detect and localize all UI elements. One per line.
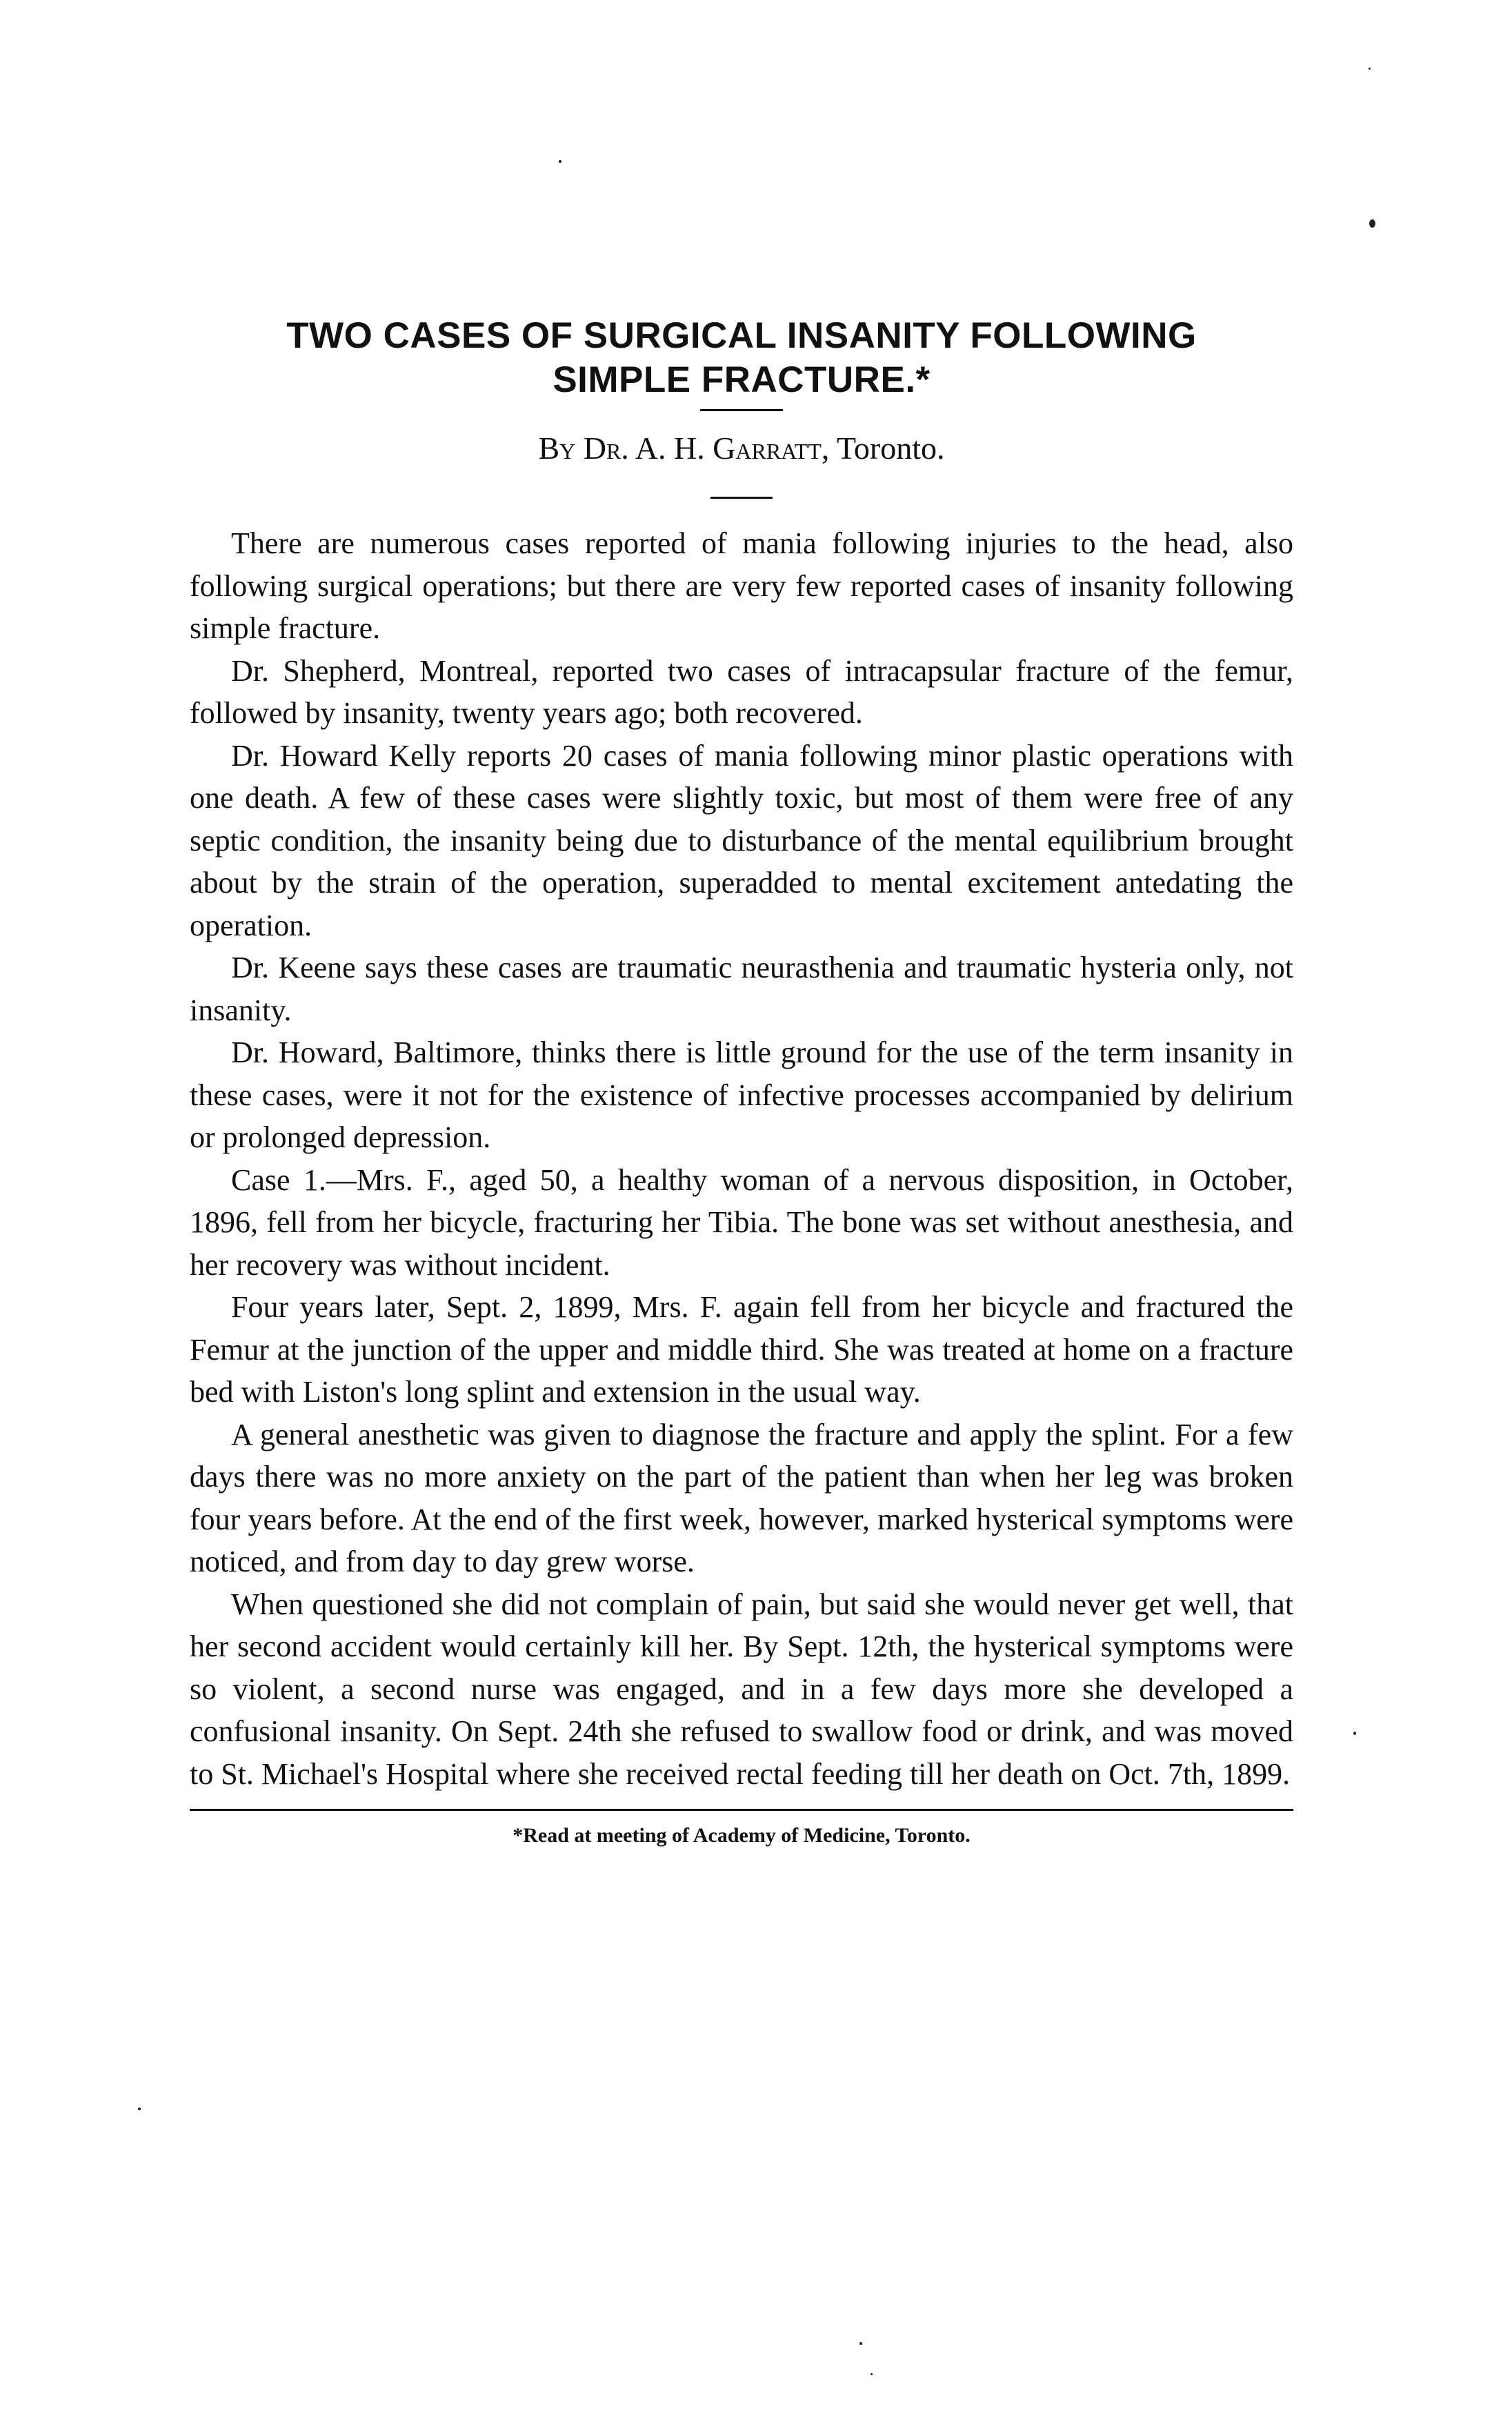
scan-speck <box>859 2342 862 2345</box>
scan-speck <box>138 2108 141 2110</box>
paragraph: Dr. Howard, Baltimore, thinks there is little ground for the use of the term insanity in these cases, were it not for the existence of infective processes accompanied by delirium or prolonged depression. <box>190 1035 1293 1154</box>
footnote: *Read at meeting of Academy of Medicine, Toronto. <box>513 1824 971 1847</box>
paragraph: Dr. Howard Kelly reports 20 cases of mania following minor plastic operations with one death. A few of these cases were slightly toxic, but most of them were free of any septic condition, the insanity being due to disturbance of the mental equilibrium brought about by the strain of the operation, superadded to mental excitement antedating the operation. <box>190 738 1293 942</box>
title-line-2: SIMPLE FRACTURE.* <box>553 359 931 400</box>
scan-speck <box>871 2373 873 2375</box>
paragraph: Dr. Keene says these cases are traumatic neurasthenia and traumatic hysteria only, not insanity. <box>190 951 1293 1027</box>
article-body <box>190 522 1293 1795</box>
article-title <box>190 314 1293 402</box>
scan-speck <box>1369 68 1371 70</box>
scan-speck <box>1369 219 1375 228</box>
paragraph: A general anesthetic was given to diagnose the fracture and apply the splint. For a few days there was no more anxiety on the part of the patient than when her leg was broken four years before. At the end of the first week, however, marked hysterical symptoms were noticed, and from day to day grew worse. <box>190 1417 1293 1578</box>
footnote-rule <box>190 1809 1293 1811</box>
scan-speck <box>559 160 561 163</box>
byline-rule <box>710 497 773 499</box>
paragraph: When questioned she did not complain of pain, but said she would never get well, that her second accident would certainly kill her. By Sept. 12th, the hysterical symptoms were so violent, a second nurse was engaged, and in a few days more she developed a confusional insanity. On Sept. 24th she refused to swallow food or drink, and was moved to St. Michael's Hospital where she received rectal feeding till her death on Oct. 7th, 1899. <box>190 1587 1293 1791</box>
paragraph: Dr. Shepherd, Montreal, reported two cases of intracapsular fracture of the femur, followed by insanity, twenty years ago; both recovered. <box>190 653 1293 730</box>
scan-speck <box>1353 1732 1356 1735</box>
paragraph: There are numerous cases reported of mania following injuries to the head, also following surgical operations; but there are very few reported cases of insanity following simple fracture. <box>190 526 1293 645</box>
author-city: Toronto. <box>837 430 945 466</box>
paragraph: Case 1.—Mrs. F., aged 50, a healthy woman of a nervous disposition, in October, 1896, fell from her bicycle, fracturing her Tibia. The bone was set without anesthesia, and her recovery was without incident. <box>190 1162 1293 1282</box>
title-rule <box>700 409 783 411</box>
article-page <box>190 314 1293 1850</box>
byline <box>190 428 1293 469</box>
title-line-1: TWO CASES OF SURGICAL INSANITY FOLLOWING <box>286 315 1197 356</box>
author-name: By Dr. A. H. Garratt, <box>538 430 830 466</box>
paragraph: Four years later, Sept. 2, 1899, Mrs. F. again fell from her bicycle and fractured the Femur at the junction of the upper and middle third. She was treated at home on a fracture bed with Liston's long splint and extension in the usual way. <box>190 1290 1293 1409</box>
